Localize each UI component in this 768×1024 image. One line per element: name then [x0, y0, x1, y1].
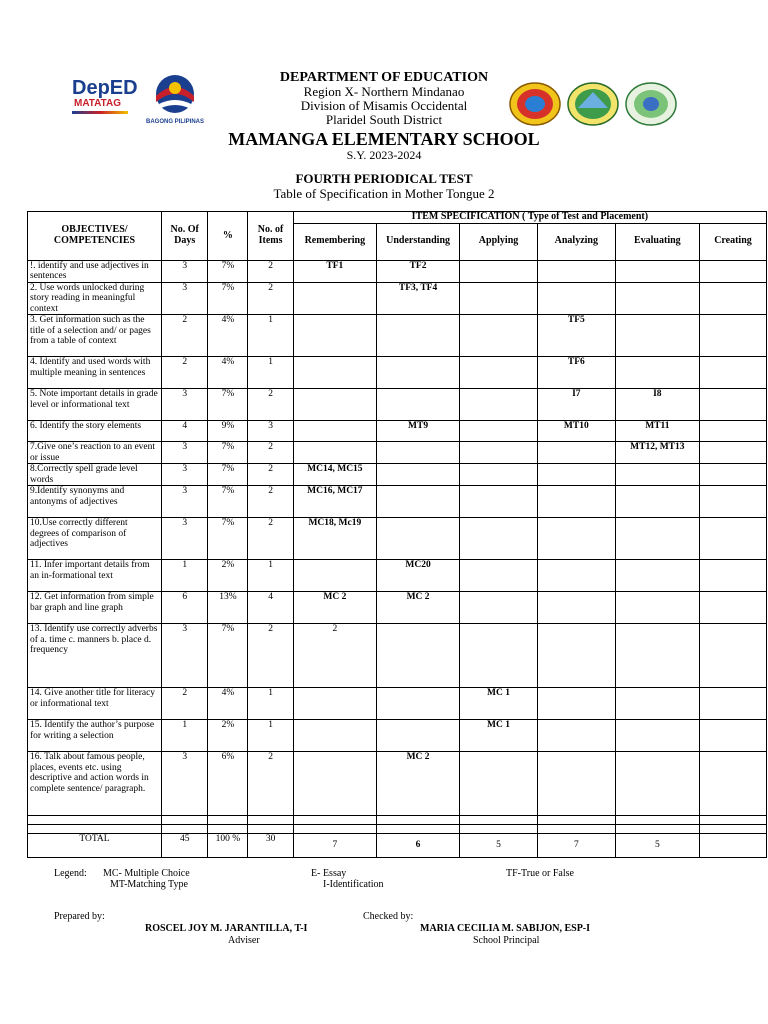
cre-cell — [699, 442, 766, 464]
prepared-by-name: ROSCEL JOY M. JARANTILLA, T-I — [145, 923, 308, 934]
items-cell: 2 — [248, 389, 293, 421]
objective-cell: 14. Give another title for literacy or informational text — [28, 688, 162, 720]
objective-cell: 11. Infer important details from an in-formational text — [28, 560, 162, 592]
und-cell — [376, 389, 459, 421]
percent-cell: 7% — [208, 442, 248, 464]
und-cell — [376, 688, 459, 720]
app-cell — [460, 260, 538, 282]
total-applying-cell: 5 — [460, 834, 538, 858]
blank-cell — [248, 816, 293, 825]
cre-cell — [699, 486, 766, 518]
rem-cell: MC14, MC15 — [293, 464, 376, 486]
items-cell: 1 — [248, 560, 293, 592]
rem-cell — [293, 315, 376, 357]
eva-cell — [615, 315, 699, 357]
prepared-by-label: Prepared by: — [54, 911, 105, 922]
cre-cell — [699, 464, 766, 486]
percent-cell: 7% — [208, 260, 248, 282]
rem-cell — [293, 389, 376, 421]
objective-cell: 9.Identify synonyms and antonyms of adjectives — [28, 486, 162, 518]
eva-cell — [615, 357, 699, 389]
objective-cell: 3. Get information such as the title of a selection and/ or pages from a table of context — [28, 315, 162, 357]
header-days: No. Of Days — [161, 212, 207, 261]
table-row — [28, 518, 767, 560]
app-cell — [460, 752, 538, 816]
und-cell: MC 2 — [376, 752, 459, 816]
school-name: MAMANGA ELEMENTARY SCHOOL — [228, 129, 540, 149]
app-cell — [460, 592, 538, 624]
table-row — [28, 592, 767, 624]
blank-cell — [208, 816, 248, 825]
header-percent: % — [208, 212, 248, 261]
items-cell: 2 — [248, 282, 293, 315]
table-row — [28, 282, 767, 315]
table-row — [28, 442, 767, 464]
total-evaluating-cell: 5 — [615, 834, 699, 858]
blank-cell — [460, 825, 538, 834]
eva-cell — [615, 282, 699, 315]
percent-cell: 4% — [208, 357, 248, 389]
items-cell: 3 — [248, 421, 293, 442]
legend-multiple-choice: MC- Multiple Choice — [103, 868, 190, 879]
cre-cell — [699, 518, 766, 560]
cre-cell — [699, 624, 766, 688]
ana-cell: TF6 — [537, 357, 615, 389]
blank-cell — [208, 825, 248, 834]
table-row — [28, 389, 767, 421]
eva-cell — [615, 260, 699, 282]
objective-cell: 7.Give one’s reaction to an event or issue — [28, 442, 162, 464]
eva-cell — [615, 560, 699, 592]
und-cell — [376, 442, 459, 464]
und-cell: MC20 — [376, 560, 459, 592]
rem-cell — [293, 282, 376, 315]
items-cell: 4 — [248, 592, 293, 624]
app-cell: MC 1 — [460, 688, 538, 720]
blank-row — [28, 825, 767, 834]
checked-by-title: School Principal — [473, 935, 540, 946]
app-cell — [460, 357, 538, 389]
und-cell — [376, 464, 459, 486]
school-year: S.Y. 2023-2024 — [346, 148, 422, 162]
items-cell: 2 — [248, 752, 293, 816]
cre-cell — [699, 389, 766, 421]
items-cell: 1 — [248, 688, 293, 720]
und-cell — [376, 486, 459, 518]
blank-cell — [615, 825, 699, 834]
days-cell: 3 — [161, 282, 207, 315]
total-analyzing-cell: 7 — [537, 834, 615, 858]
ana-cell — [537, 688, 615, 720]
percent-cell: 7% — [208, 624, 248, 688]
percent-cell: 7% — [208, 486, 248, 518]
und-cell — [376, 315, 459, 357]
rem-cell: MC16, MC17 — [293, 486, 376, 518]
percent-cell: 2% — [208, 560, 248, 592]
legend-essay: E- Essay — [311, 868, 347, 879]
legend-label: Legend: — [54, 868, 87, 879]
blank-cell — [161, 825, 207, 834]
ana-cell — [537, 518, 615, 560]
checked-by-name: MARIA CECILIA M. SABIJON, ESP-I — [420, 923, 591, 934]
blank-cell — [293, 816, 376, 825]
cre-cell — [699, 720, 766, 752]
percent-cell: 7% — [208, 282, 248, 315]
objective-cell: 4. Identify and used words with multiple meaning in sentences — [28, 357, 162, 389]
days-cell: 2 — [161, 357, 207, 389]
blank-cell — [161, 816, 207, 825]
eva-cell: MT12, MT13 — [615, 442, 699, 464]
days-cell: 3 — [161, 260, 207, 282]
eva-cell — [615, 752, 699, 816]
table-row — [28, 752, 767, 816]
items-cell: 2 — [248, 442, 293, 464]
app-cell — [460, 486, 538, 518]
ana-cell — [537, 752, 615, 816]
cre-cell — [699, 688, 766, 720]
percent-cell: 4% — [208, 315, 248, 357]
percent-cell: 4% — [208, 688, 248, 720]
objective-cell: 5. Note important details in grade level or informational text — [28, 389, 162, 421]
ana-cell — [537, 560, 615, 592]
days-cell: 3 — [161, 464, 207, 486]
app-cell — [460, 464, 538, 486]
header-creating: Creating — [699, 223, 766, 260]
legend-true-false: TF-True or False — [506, 868, 574, 879]
days-cell: 3 — [161, 624, 207, 688]
objective-cell: 12. Get information from simple bar graph and line graph — [28, 592, 162, 624]
items-cell: 2 — [248, 624, 293, 688]
objective-cell: 13. Identify use correctly adverbs of a. time c. manners b. place d. frequency — [28, 624, 162, 688]
table-row — [28, 688, 767, 720]
cre-cell — [699, 560, 766, 592]
total-days-cell: 45 — [161, 834, 207, 858]
und-cell — [376, 518, 459, 560]
rem-cell — [293, 688, 376, 720]
blank-cell — [28, 816, 162, 825]
header-items: No. of Items — [248, 212, 293, 261]
eva-cell — [615, 688, 699, 720]
ana-cell — [537, 282, 615, 315]
rem-cell — [293, 752, 376, 816]
days-cell: 6 — [161, 592, 207, 624]
total-items-cell: 30 — [248, 834, 293, 858]
app-cell — [460, 315, 538, 357]
deped-logo-text: DepED — [72, 77, 138, 99]
days-cell: 3 — [161, 752, 207, 816]
bagong-pilipinas-caption: BAGONG PILIPINAS — [146, 119, 205, 125]
rem-cell: MC18, Mc19 — [293, 518, 376, 560]
objective-cell: 8.Correctly spell grade level words — [28, 464, 162, 486]
app-cell — [460, 442, 538, 464]
percent-cell: 7% — [208, 518, 248, 560]
rem-cell — [293, 421, 376, 442]
blank-cell — [376, 816, 459, 825]
percent-cell: 9% — [208, 421, 248, 442]
test-title: FOURTH PERIODICAL TEST — [295, 171, 473, 186]
table-row — [28, 315, 767, 357]
table-row — [28, 464, 767, 486]
header-analyzing: Analyzing — [537, 223, 615, 260]
cre-cell — [699, 315, 766, 357]
blank-cell — [615, 816, 699, 825]
items-cell: 1 — [248, 720, 293, 752]
legend-matching-type: MT-Matching Type — [110, 879, 188, 890]
rem-cell — [293, 442, 376, 464]
days-cell: 3 — [161, 442, 207, 464]
objective-cell: 10.Use correctly different degrees of comparison of adjectives — [28, 518, 162, 560]
blank-cell — [376, 825, 459, 834]
days-cell: 2 — [161, 688, 207, 720]
blank-cell — [537, 825, 615, 834]
items-cell: 2 — [248, 464, 293, 486]
header-understanding: Understanding — [376, 223, 459, 260]
percent-cell: 13% — [208, 592, 248, 624]
ana-cell — [537, 592, 615, 624]
ana-cell — [537, 260, 615, 282]
eva-cell — [615, 518, 699, 560]
und-cell: TF3, TF4 — [376, 282, 459, 315]
table-row — [28, 624, 767, 688]
eva-cell: MT11 — [615, 421, 699, 442]
percent-cell: 2% — [208, 720, 248, 752]
ana-cell — [537, 720, 615, 752]
prepared-by-title: Adviser — [228, 935, 260, 946]
days-cell: 1 — [161, 720, 207, 752]
und-cell: MC 2 — [376, 592, 459, 624]
table-row — [28, 720, 767, 752]
blank-cell — [28, 825, 162, 834]
eva-cell — [615, 486, 699, 518]
items-cell: 1 — [248, 315, 293, 357]
und-cell: TF2 — [376, 260, 459, 282]
total-label-cell: TOTAL — [28, 834, 162, 858]
ana-cell: MT10 — [537, 421, 615, 442]
rem-cell — [293, 560, 376, 592]
und-cell — [376, 624, 459, 688]
blank-cell — [293, 825, 376, 834]
ana-cell — [537, 464, 615, 486]
app-cell — [460, 518, 538, 560]
items-cell: 1 — [248, 357, 293, 389]
items-cell: 2 — [248, 260, 293, 282]
ana-cell: I7 — [537, 389, 615, 421]
days-cell: 3 — [161, 486, 207, 518]
header-item-specification: ITEM SPECIFICATION ( Type of Test and Placement) — [293, 212, 766, 224]
objective-cell: 15. Identify the author’s purpose for writing a selection — [28, 720, 162, 752]
blank-row — [28, 816, 767, 825]
blank-cell — [699, 825, 766, 834]
table-row — [28, 486, 767, 518]
blank-cell — [537, 816, 615, 825]
percent-cell: 7% — [208, 389, 248, 421]
objective-cell: !. identify and use adjectives in sentences — [28, 260, 162, 282]
app-cell: MC 1 — [460, 720, 538, 752]
matatag-logo-text: MATATAG — [74, 98, 122, 109]
eva-cell — [615, 624, 699, 688]
header-remembering: Remembering — [293, 223, 376, 260]
specification-table — [27, 211, 767, 858]
table-row — [28, 260, 767, 282]
rem-cell — [293, 357, 376, 389]
cre-cell — [699, 421, 766, 442]
district-line: Plaridel South District — [325, 112, 443, 127]
eva-cell — [615, 464, 699, 486]
days-cell: 3 — [161, 518, 207, 560]
ana-cell — [537, 624, 615, 688]
days-cell: 1 — [161, 560, 207, 592]
app-cell — [460, 282, 538, 315]
table-row — [28, 357, 767, 389]
table-row — [28, 560, 767, 592]
ana-cell — [537, 442, 615, 464]
days-cell: 4 — [161, 421, 207, 442]
percent-cell: 6% — [208, 752, 248, 816]
objective-cell: 2. Use words unlocked during story reading in meaningful context — [28, 282, 162, 315]
app-cell — [460, 624, 538, 688]
cre-cell — [699, 752, 766, 816]
document-header — [0, 70, 768, 202]
app-cell — [460, 389, 538, 421]
items-cell: 2 — [248, 486, 293, 518]
days-cell: 2 — [161, 315, 207, 357]
und-cell: MT9 — [376, 421, 459, 442]
objective-cell: 16. Talk about famous people, places, events etc. using descriptive and action words in complete sentence/ paragraph. — [28, 752, 162, 816]
ana-cell — [537, 486, 615, 518]
cre-cell — [699, 260, 766, 282]
percent-cell: 7% — [208, 464, 248, 486]
total-understanding-cell: 6 — [376, 834, 459, 858]
header-objectives: OBJECTIVES/ COMPETENCIES — [28, 212, 162, 261]
cre-cell — [699, 282, 766, 315]
app-cell — [460, 560, 538, 592]
table-subtitle: Table of Specification in Mother Tongue 2 — [273, 186, 495, 201]
eva-cell: I8 — [615, 389, 699, 421]
rem-cell: TF1 — [293, 260, 376, 282]
header-applying: Applying — [460, 223, 538, 260]
blank-cell — [699, 816, 766, 825]
app-cell — [460, 421, 538, 442]
division-line: Division of Misamis Occidental — [300, 98, 468, 113]
cre-cell — [699, 357, 766, 389]
total-creating-cell — [699, 834, 766, 858]
checked-by-label: Checked by: — [363, 911, 414, 922]
und-cell — [376, 720, 459, 752]
region-line: Region X- Northern Mindanao — [303, 84, 465, 99]
eva-cell — [615, 720, 699, 752]
table-row — [28, 421, 767, 442]
total-remembering-cell: 7 — [293, 834, 376, 858]
legend-identification: I-Identification — [323, 879, 384, 890]
items-cell: 2 — [248, 518, 293, 560]
objective-cell: 6. Identify the story elements — [28, 421, 162, 442]
days-cell: 3 — [161, 389, 207, 421]
blank-cell — [460, 816, 538, 825]
rem-cell: 2 — [293, 624, 376, 688]
blank-cell — [248, 825, 293, 834]
und-cell — [376, 357, 459, 389]
total-percent-cell: 100 % — [208, 834, 248, 858]
department-title: DEPARTMENT OF EDUCATION — [279, 70, 489, 85]
total-row — [28, 834, 767, 858]
eva-cell — [615, 592, 699, 624]
rem-cell — [293, 720, 376, 752]
ana-cell: TF5 — [537, 315, 615, 357]
rem-cell: MC 2 — [293, 592, 376, 624]
header-evaluating: Evaluating — [615, 223, 699, 260]
cre-cell — [699, 592, 766, 624]
